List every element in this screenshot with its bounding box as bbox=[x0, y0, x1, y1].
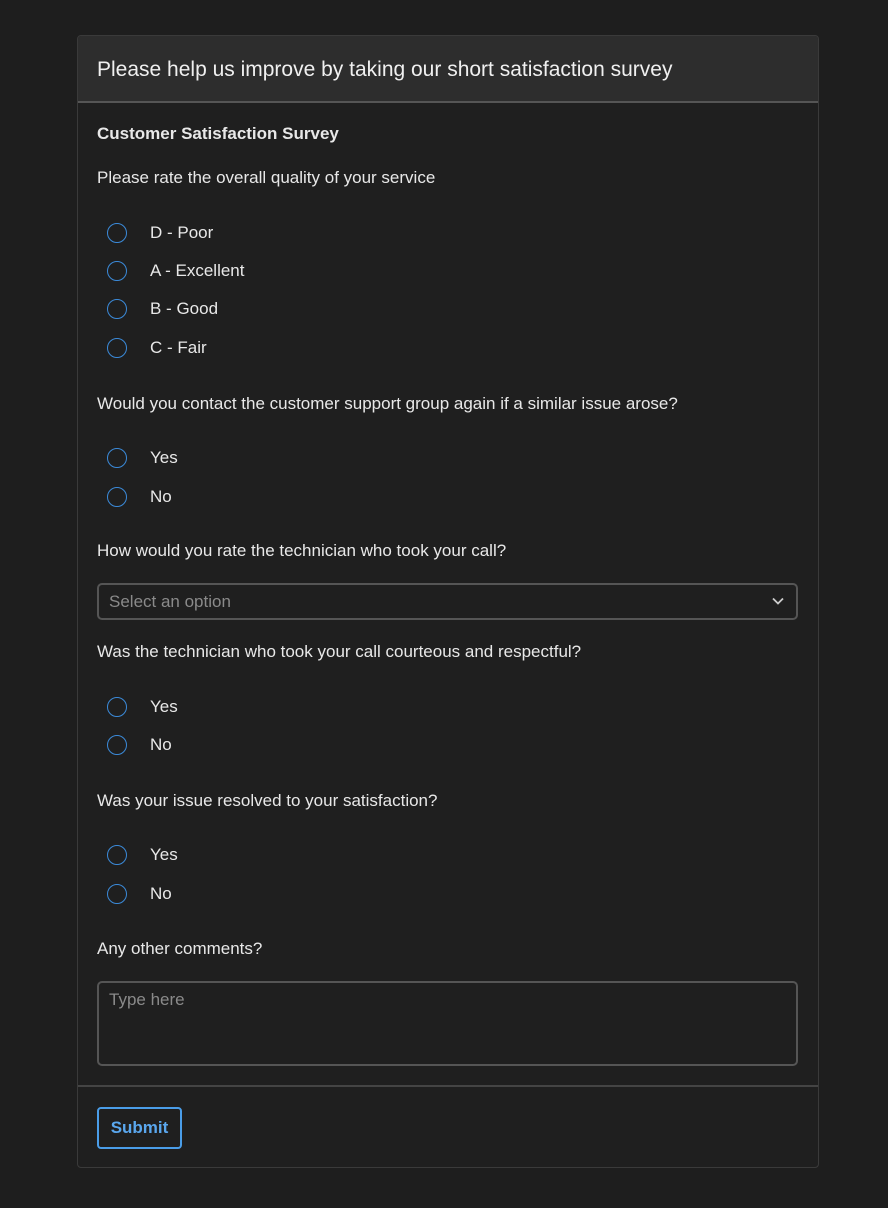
option-label[interactable]: A - Excellent bbox=[150, 261, 245, 280]
submit-button[interactable]: Submit bbox=[97, 1107, 182, 1149]
radio-contact-yes[interactable] bbox=[107, 448, 127, 468]
radio-poor[interactable] bbox=[107, 223, 127, 243]
question-3-label: How would you rate the technician who took your call? bbox=[97, 541, 507, 560]
footer-divider bbox=[78, 1085, 818, 1087]
question-1-label: Please rate the overall quality of your service bbox=[97, 168, 436, 187]
question-5-label: Was your issue resolved to your satisfaction? bbox=[97, 791, 438, 810]
option-label[interactable]: No bbox=[150, 735, 172, 754]
question-2-label: Would you contact the customer support group again if a similar issue arose? bbox=[97, 394, 678, 413]
question-6-label: Any other comments? bbox=[97, 939, 263, 958]
radio-good[interactable] bbox=[107, 299, 127, 319]
option-label[interactable]: Yes bbox=[150, 845, 178, 864]
radio-fair[interactable] bbox=[107, 338, 127, 358]
comments-textarea[interactable] bbox=[97, 981, 798, 1066]
question-4-label: Was the technician who took your call courteous and respectful? bbox=[97, 642, 582, 661]
card-header bbox=[78, 36, 818, 103]
survey-title: Customer Satisfaction Survey bbox=[97, 124, 339, 143]
option-label[interactable]: C - Fair bbox=[150, 338, 207, 357]
chevron-down-icon bbox=[772, 597, 784, 605]
radio-courteous-no[interactable] bbox=[107, 735, 127, 755]
option-label[interactable]: Yes bbox=[150, 697, 178, 716]
option-label[interactable]: D - Poor bbox=[150, 223, 214, 242]
header-title: Please help us improve by taking our short satisfaction survey bbox=[97, 58, 673, 81]
survey-card bbox=[77, 35, 819, 1168]
radio-resolved-no[interactable] bbox=[107, 884, 127, 904]
radio-courteous-yes[interactable] bbox=[107, 697, 127, 717]
option-label[interactable]: No bbox=[150, 884, 172, 903]
option-label[interactable]: Yes bbox=[150, 448, 178, 467]
select-placeholder: Select an option bbox=[109, 592, 231, 611]
radio-resolved-yes[interactable] bbox=[107, 845, 127, 865]
radio-excellent[interactable] bbox=[107, 261, 127, 281]
option-label[interactable]: B - Good bbox=[150, 299, 219, 318]
radio-contact-no[interactable] bbox=[107, 487, 127, 507]
technician-rating-select[interactable] bbox=[97, 583, 798, 620]
option-label[interactable]: No bbox=[150, 487, 172, 506]
